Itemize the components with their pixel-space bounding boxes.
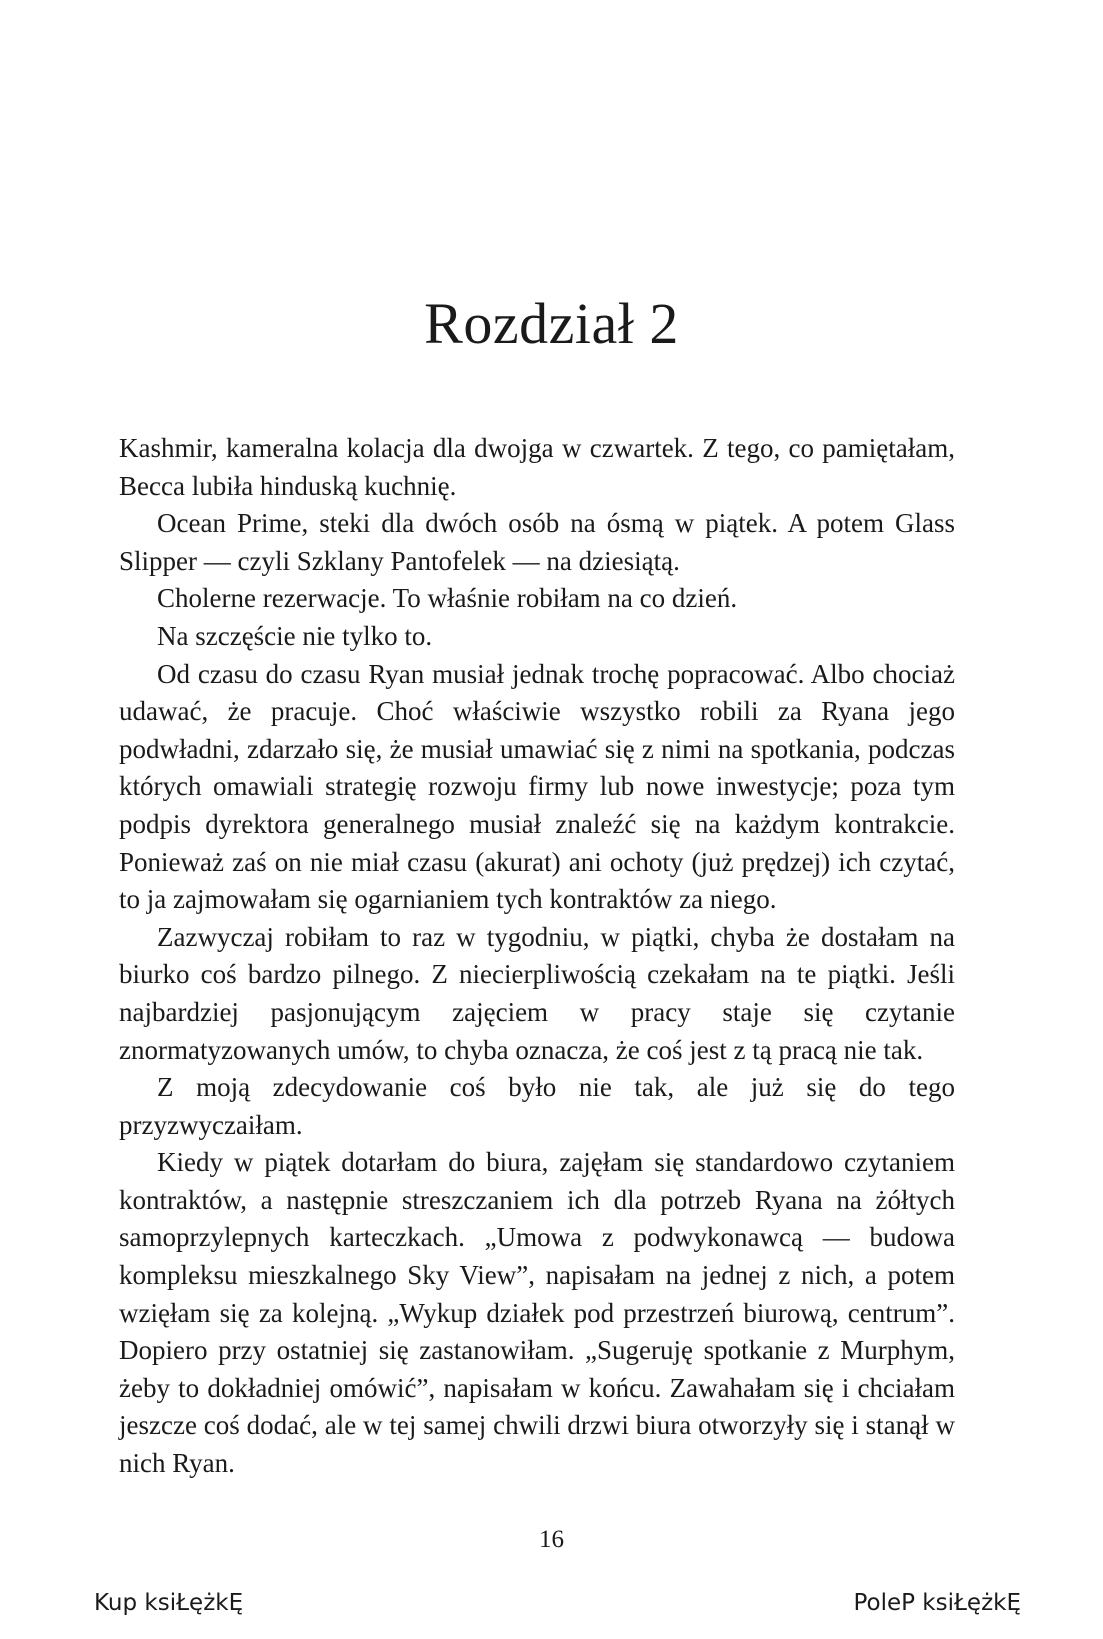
chapter-body xyxy=(119,430,955,1483)
recommend-book-link[interactable]: PoleP ksiŁężkĘ xyxy=(853,1590,1021,1616)
paragraph: Kiedy w piątek dotarłam do biura, zajęłam się standardowo czytaniem kontraktów, a następnie streszczaniem ich dla potrzeb Ryana na żółtych samoprzylepnych karteczkach. „Umowa z podwykonawcą — budowa kompleksu mieszkalnego Sky View”, napisałam na jednej z nich, a potem wzięłam się za kolejną. „Wykup działek pod przestrzeń biurową, centrum”. Dopiero przy ostatniej się zastanowiłam. „Sugeruję spotkanie z Murphym, żeby to dokładniej omówić”, napisałam w końcu. Zawahałam się i chciałam jeszcze coś dodać, ale w tej samej chwili drzwi biura otworzyły się i stanął w nich Ryan. xyxy=(119,1147,955,1479)
paragraph: Cholerne rezerwacje. To właśnie robiłam na co dzień. xyxy=(157,583,738,614)
page-number: 16 xyxy=(539,1526,564,1553)
paragraph: Ocean Prime, steki dla dwóch osób na ósmą w piątek. A potem Glass Slipper — czyli Szklany Pantofelek — na dziesiątą. xyxy=(119,508,955,576)
paragraph: Od czasu do czasu Ryan musiał jednak trochę popracować. Albo chociaż udawać, że pracuje. Choć właściwie wszystko robili za Ryana jego podwładni, zdarzało się, że musiał umawiać się z nimi na spotkania, podczas których omawiali strategię rozwoju firmy lub nowe inwestycje; poza tym podpis dyrektora generalnego musiał znaleźć się na każdym kontrakcie. Ponieważ zaś on nie miał czasu (akurat) ani ochoty (już prędzej) ich czytać, to ja zajmowałam się ogarnianiem tych kontraktów za niego. xyxy=(119,658,955,915)
paragraph: Kashmir, kameralna kolacja dla dwojga w czwartek. Z tego, co pamiętałam, Becca lubiła hinduską kuchnię. xyxy=(119,433,955,501)
paragraph: Na szczęście nie tylko to. xyxy=(157,620,433,651)
chapter-title: Rozdział 2 xyxy=(424,291,679,356)
paragraph: Zazwyczaj robiłam to raz w tygodniu, w piątki, chyba że dostałam na biurko coś bardzo pilnego. Z niecierpliwością czekałam na te piątki. Jeśli najbardziej pasjonującym zajęciem w pracy staje się czytanie znormatyzowanych umów, to chyba oznacza, że coś jest z tą pracą nie tak. xyxy=(119,921,955,1065)
buy-book-link[interactable]: Kup ksiŁężkĘ xyxy=(94,1590,244,1616)
paragraph: Z moją zdecydowanie coś było nie tak, ale już się do tego przyzwyczaiłam. xyxy=(119,1072,955,1140)
